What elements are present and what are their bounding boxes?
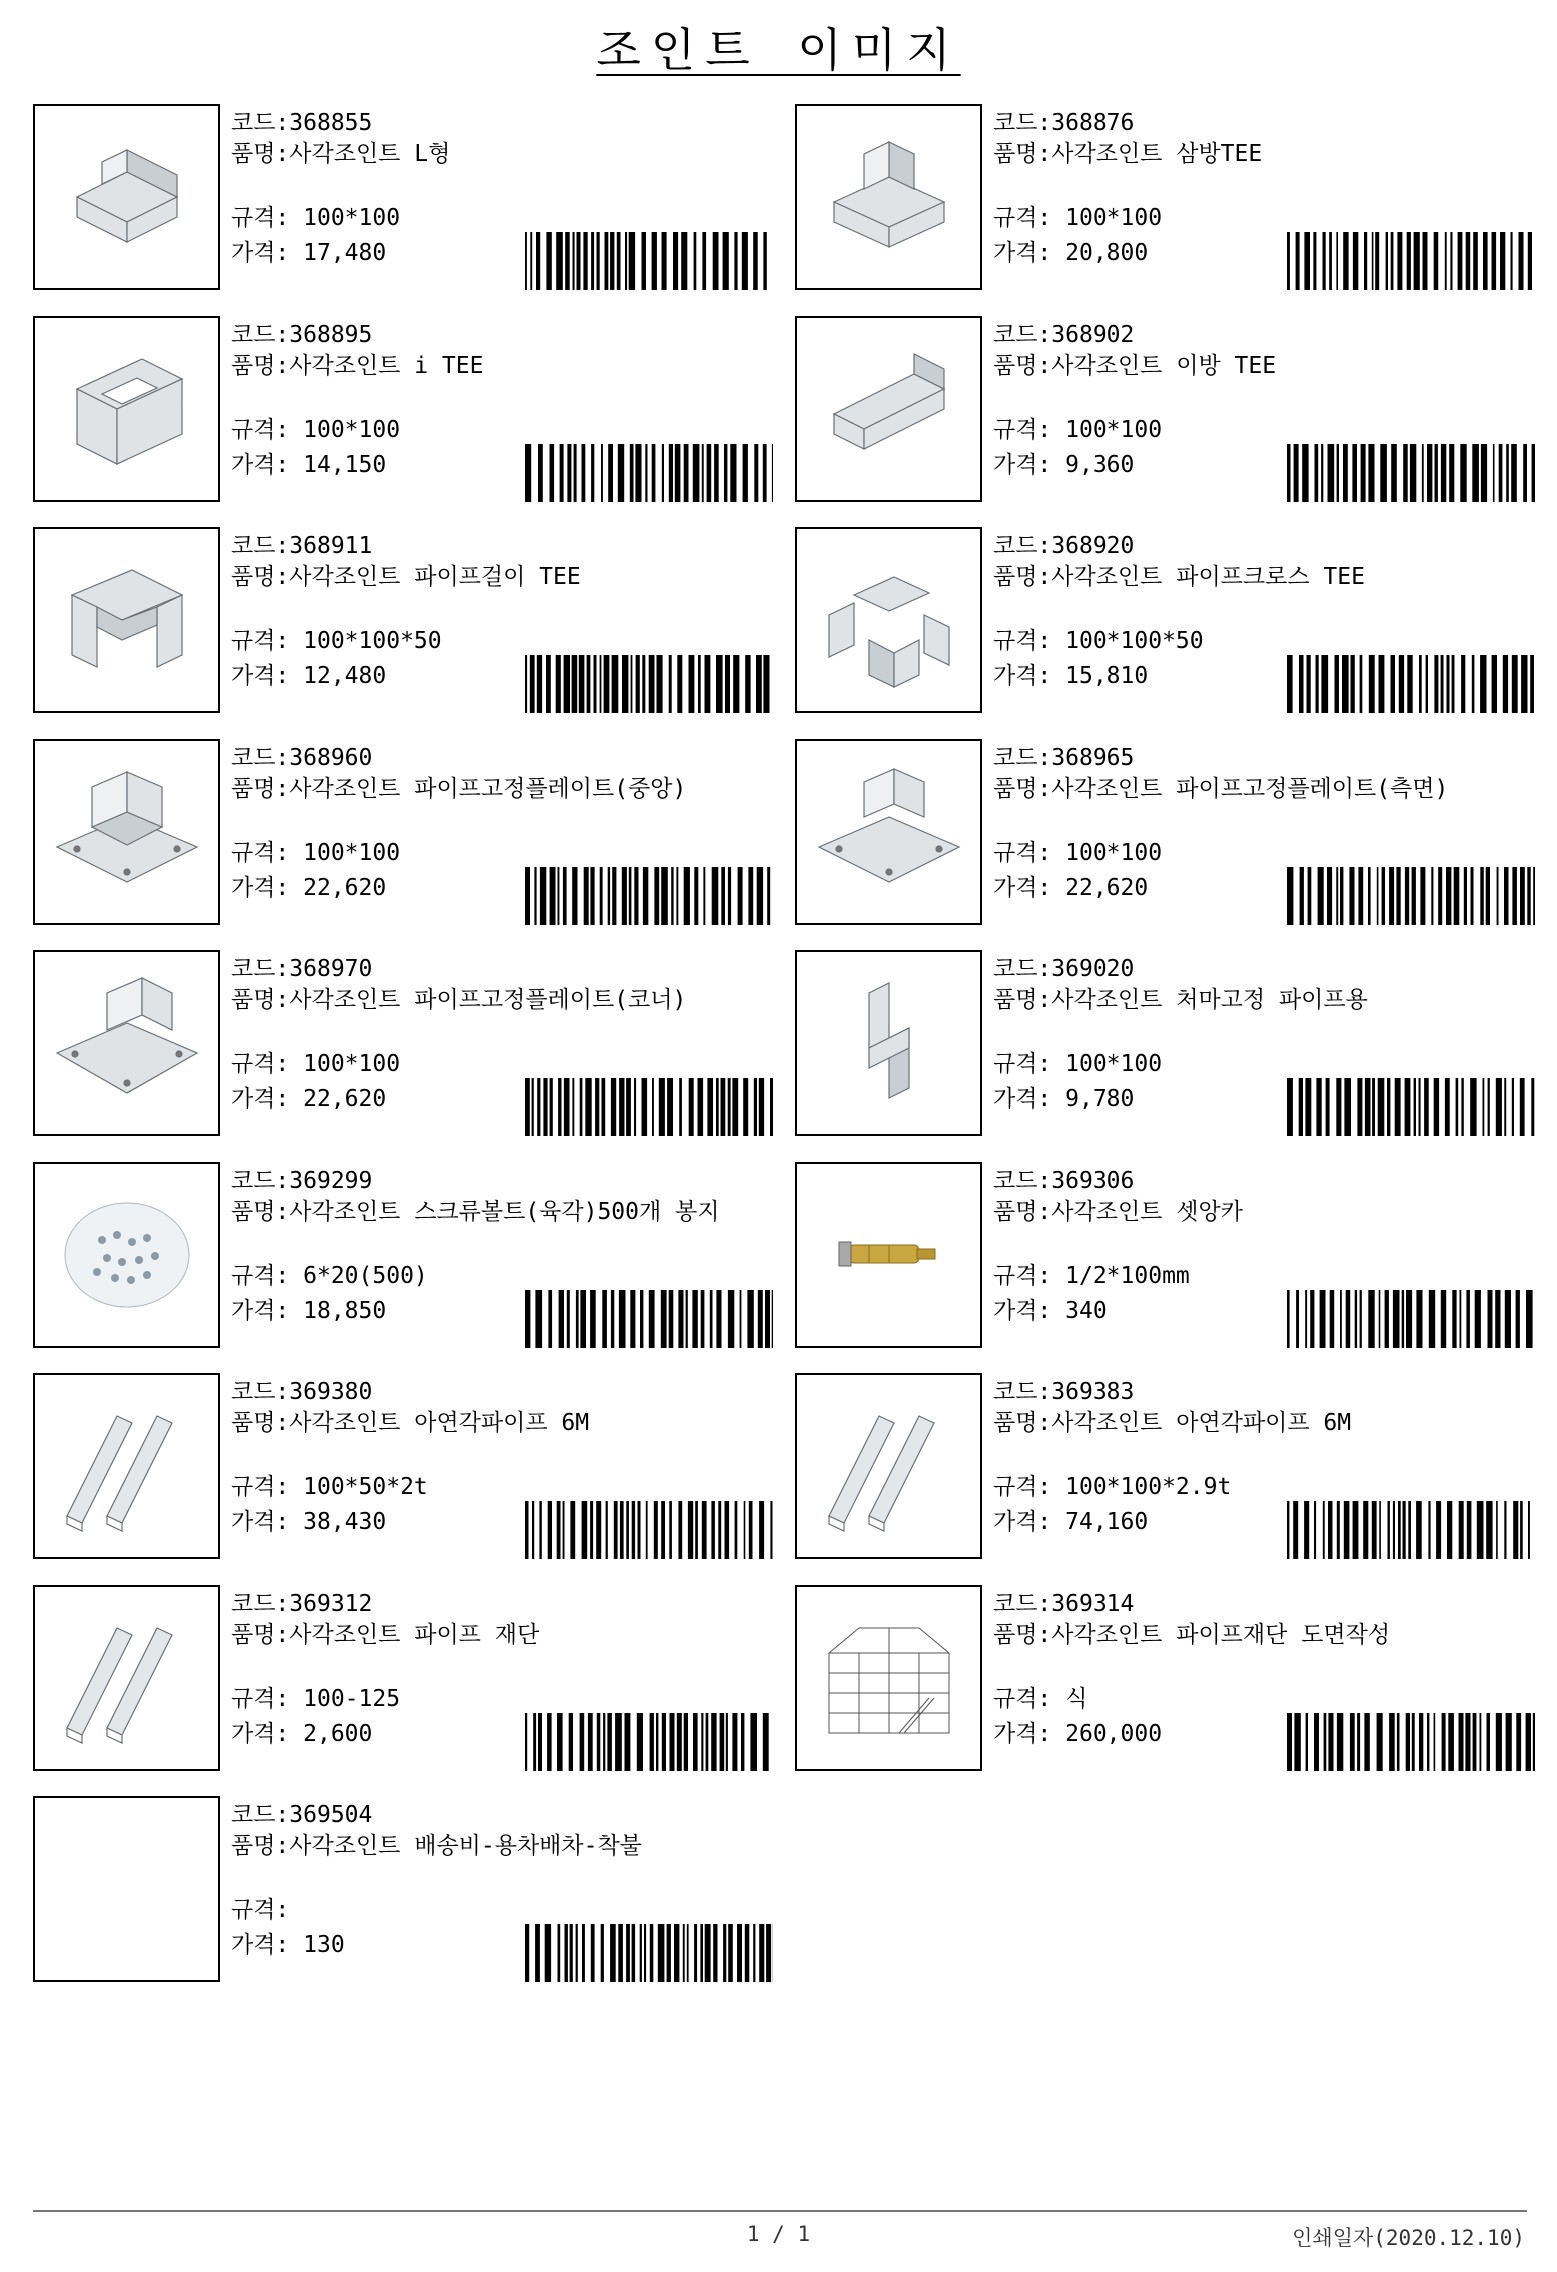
product-code: 368876 (1051, 110, 1135, 136)
product-name: 사각조인트 셋앙카 (1051, 1198, 1243, 1225)
product-name: 사각조인트 L형 (289, 141, 451, 167)
product-spec: 100*100 (303, 416, 401, 443)
barcode (525, 1501, 773, 1559)
price-row (231, 1926, 345, 1959)
spec-label: 규격: (231, 1262, 304, 1289)
barcode (1287, 1290, 1535, 1348)
spec-label: 규격: (231, 1685, 304, 1712)
blank-photo (47, 1814, 207, 1964)
product-code: 369299 (289, 1167, 373, 1194)
price-row (993, 1292, 1107, 1325)
code-label: 코드: (231, 1590, 290, 1617)
l-joint-icon (47, 122, 207, 272)
name-label: 품명: (231, 1833, 290, 1859)
print-date: 인쇄일자(2020.12.10) (1292, 2226, 1525, 2250)
spec-row (231, 1257, 428, 1290)
price-row (993, 446, 1134, 479)
code-row (993, 531, 1533, 562)
product-photo (33, 316, 220, 502)
code-row (993, 743, 1533, 774)
name-row (993, 1408, 1533, 1439)
code-row (993, 1166, 1533, 1197)
spec-row (231, 1891, 289, 1924)
price-label: 가격: (231, 1720, 304, 1747)
product-name: 사각조인트 배송비-용차배차-착불 (289, 1833, 642, 1859)
product-code: 369383 (1051, 1379, 1135, 1405)
frame-structure-icon (809, 1603, 969, 1753)
product-photo (33, 739, 220, 925)
price-label: 가격: (993, 1086, 1066, 1112)
product-code: 369306 (1051, 1167, 1135, 1194)
product-price: 340 (1065, 1297, 1107, 1324)
name-label: 품명: (993, 141, 1052, 167)
name-label: 품명: (993, 1410, 1052, 1436)
product-name: 사각조인트 파이프재단 도면작성 (1051, 1621, 1391, 1648)
price-row (231, 657, 386, 690)
product-card (795, 527, 1535, 717)
code-row (993, 320, 1533, 351)
code-row (993, 1589, 1533, 1620)
product-card (795, 739, 1535, 929)
product-photo (795, 950, 982, 1136)
barcode (1287, 867, 1535, 925)
base-plate-center-icon (47, 757, 207, 907)
code-label: 코드: (231, 533, 290, 559)
spec-label: 규격: (231, 1051, 304, 1077)
product-code: 368911 (289, 533, 373, 559)
code-row (231, 108, 771, 139)
price-row (231, 1292, 386, 1325)
name-label: 품명: (993, 352, 1052, 379)
spec-label: 규격: (993, 1685, 1066, 1712)
product-price: 2,600 (303, 1720, 373, 1747)
product-code: 368965 (1051, 744, 1135, 771)
product-card (795, 950, 1535, 1140)
product-code: 369312 (289, 1590, 373, 1617)
barcode (1287, 1078, 1535, 1136)
product-card (795, 1585, 1535, 1775)
name-label: 품명: (993, 775, 1052, 802)
two-way-tee-icon (809, 334, 969, 484)
price-label: 가격: (231, 1086, 304, 1112)
code-row (231, 1166, 771, 1197)
spec-label: 규격: (231, 205, 304, 231)
barcode (525, 232, 773, 290)
code-label: 코드: (231, 1167, 290, 1194)
product-spec: 100*100 (303, 839, 401, 866)
product-name: 사각조인트 파이프고정플레이트(중앙) (289, 775, 687, 802)
product-spec: 100*100 (1065, 416, 1163, 443)
spec-label: 규격: (231, 1897, 290, 1923)
page-number: 1 / 1 (746, 2222, 811, 2246)
code-label: 코드: (231, 321, 290, 348)
product-name: 사각조인트 아연각파이프 6M (1051, 1410, 1352, 1436)
name-label: 품명: (231, 564, 290, 590)
spec-row (993, 199, 1162, 232)
product-spec: 100-125 (303, 1685, 401, 1712)
spec-row (993, 622, 1204, 655)
spec-label: 규격: (993, 839, 1066, 866)
product-name: 사각조인트 아연각파이프 6M (289, 1410, 590, 1436)
product-name: 사각조인트 i TEE (289, 352, 484, 379)
spec-label: 규격: (993, 628, 1066, 654)
code-label: 코드: (993, 110, 1052, 136)
product-spec: 100*50*2t (303, 1474, 428, 1500)
product-spec: 식 (1065, 1685, 1088, 1712)
code-row (993, 954, 1533, 985)
product-photo (795, 316, 982, 502)
product-card (33, 527, 773, 717)
name-label: 품명: (231, 141, 290, 167)
name-row (993, 562, 1533, 593)
name-label: 품명: (231, 1410, 290, 1436)
pipe-hanger-tee-icon (47, 545, 207, 695)
spec-label: 규격: (231, 1474, 304, 1500)
barcode (525, 1290, 773, 1348)
code-row (993, 108, 1533, 139)
product-spec: 100*100 (303, 205, 401, 231)
product-card (33, 104, 773, 294)
spec-label: 규격: (231, 416, 304, 443)
code-row (231, 954, 771, 985)
barcode (1287, 655, 1535, 713)
price-row (993, 869, 1148, 902)
code-row (231, 320, 771, 351)
name-row (993, 1197, 1533, 1228)
product-price: 20,800 (1065, 240, 1149, 266)
product-name: 사각조인트 파이프고정플레이트(측면) (1051, 775, 1449, 802)
square-pipe-icon (47, 1603, 207, 1753)
code-row (231, 1377, 771, 1408)
price-label: 가격: (231, 1509, 304, 1535)
product-code: 369020 (1051, 956, 1135, 982)
name-label: 품명: (993, 1621, 1052, 1648)
product-name: 사각조인트 이방 TEE (1051, 352, 1277, 379)
price-label: 가격: (993, 451, 1066, 478)
product-card (33, 1796, 773, 1986)
code-label: 코드: (993, 321, 1052, 348)
product-price: 260,000 (1065, 1720, 1163, 1747)
price-label: 가격: (231, 1297, 304, 1324)
product-card (33, 1585, 773, 1775)
product-photo (33, 527, 220, 713)
product-code: 368895 (289, 321, 373, 348)
spec-row (993, 1680, 1087, 1713)
barcode (525, 444, 773, 502)
barcode (525, 655, 773, 713)
product-price: 18,850 (303, 1297, 387, 1324)
anchor-bolt-icon (809, 1180, 969, 1330)
barcode (1287, 444, 1535, 502)
price-label: 가격: (993, 240, 1066, 266)
product-price: 74,160 (1065, 1509, 1149, 1535)
code-label: 코드: (993, 1590, 1052, 1617)
product-photo (795, 527, 982, 713)
product-code: 369380 (289, 1379, 373, 1405)
name-label: 품명: (231, 1198, 290, 1225)
price-label: 가격: (993, 1509, 1066, 1535)
name-row (993, 985, 1533, 1016)
product-photo (33, 1796, 220, 1982)
name-row (231, 351, 771, 382)
product-price: 14,150 (303, 451, 387, 478)
product-spec: 100*100 (1065, 839, 1163, 866)
price-row (231, 1715, 372, 1748)
square-pipe-icon (809, 1391, 969, 1541)
spec-row (231, 1468, 428, 1501)
product-spec: 100*100 (1065, 205, 1163, 231)
name-label: 품명: (993, 987, 1052, 1013)
name-row (231, 139, 771, 170)
product-card (33, 1373, 773, 1563)
name-row (993, 139, 1533, 170)
code-label: 코드: (993, 956, 1052, 982)
name-row (231, 1831, 771, 1862)
product-card (795, 316, 1535, 506)
spec-row (231, 199, 400, 232)
square-pipe-icon (47, 1391, 207, 1541)
spec-label: 규격: (993, 1474, 1066, 1500)
product-card (33, 950, 773, 1140)
name-label: 품명: (231, 775, 290, 802)
product-card (33, 1162, 773, 1352)
spec-row (993, 834, 1162, 867)
product-photo (795, 1373, 982, 1559)
product-photo (33, 1162, 220, 1348)
product-name: 사각조인트 삼방TEE (1051, 141, 1263, 167)
price-label: 가격: (231, 451, 304, 478)
product-code: 369314 (1051, 1590, 1135, 1617)
price-row (993, 234, 1148, 267)
product-price: 22,620 (1065, 874, 1149, 901)
code-row (231, 1589, 771, 1620)
barcode (1287, 1501, 1535, 1559)
code-row (231, 1800, 771, 1831)
product-code: 368902 (1051, 321, 1135, 348)
price-row (993, 1715, 1162, 1748)
product-photo (33, 950, 220, 1136)
product-card (33, 316, 773, 506)
price-label: 가격: (231, 874, 304, 901)
price-row (231, 1080, 386, 1113)
name-row (993, 774, 1533, 805)
i-tee-icon (47, 334, 207, 484)
code-label: 코드: (993, 1167, 1052, 1194)
product-price: 12,480 (303, 663, 387, 689)
code-row (231, 531, 771, 562)
product-spec: 100*100*2.9t (1065, 1474, 1232, 1500)
spec-label: 규격: (231, 628, 304, 654)
product-spec: 100*100*50 (1065, 628, 1204, 654)
product-card (795, 1162, 1535, 1352)
spec-row (231, 622, 442, 655)
code-label: 코드: (993, 744, 1052, 771)
product-card (795, 104, 1535, 294)
name-label: 품명: (993, 1198, 1052, 1225)
price-row (231, 446, 386, 479)
code-label: 코드: (231, 956, 290, 982)
product-name: 사각조인트 파이프 재단 (289, 1621, 540, 1648)
spec-label: 규격: (993, 205, 1066, 231)
barcode (525, 867, 773, 925)
eave-bracket-icon (809, 968, 969, 1118)
barcode (1287, 232, 1535, 290)
product-name: 사각조인트 스크류볼트(육각)500개 봉지 (289, 1198, 720, 1225)
product-spec: 100*100 (1065, 1051, 1163, 1077)
spec-label: 규격: (993, 1262, 1066, 1289)
code-label: 코드: (993, 1379, 1052, 1405)
code-label: 코드: (231, 1379, 290, 1405)
product-photo (33, 104, 220, 290)
product-price: 22,620 (303, 1086, 387, 1112)
barcode (525, 1713, 773, 1771)
spec-row (993, 411, 1162, 444)
product-code: 368960 (289, 744, 373, 771)
price-label: 가격: (231, 1932, 304, 1958)
product-price: 22,620 (303, 874, 387, 901)
spec-label: 규격: (993, 416, 1066, 443)
product-price: 15,810 (1065, 663, 1149, 689)
product-card (33, 739, 773, 929)
name-row (231, 1620, 771, 1651)
base-plate-side-icon (809, 757, 969, 907)
spec-label: 규격: (231, 839, 304, 866)
code-label: 코드: (231, 1802, 290, 1828)
footer-divider (33, 2210, 1527, 2212)
product-price: 17,480 (303, 240, 387, 266)
product-photo (33, 1373, 220, 1559)
product-price: 9,360 (1065, 451, 1135, 478)
price-row (231, 1503, 386, 1536)
product-photo (33, 1585, 220, 1771)
page-title: 조인트 이미지 (596, 23, 961, 77)
product-name: 사각조인트 파이프크로스 TEE (1051, 564, 1365, 590)
product-photo (795, 104, 982, 290)
spec-row (231, 1680, 400, 1713)
price-row (231, 234, 386, 267)
spec-row (993, 1468, 1231, 1501)
price-label: 가격: (993, 1720, 1066, 1747)
price-label: 가격: (993, 1297, 1066, 1324)
name-row (231, 1408, 771, 1439)
spec-label: 규격: (993, 1051, 1066, 1077)
product-name: 사각조인트 파이프고정플레이트(코너) (289, 987, 687, 1013)
price-row (231, 869, 386, 902)
product-name: 사각조인트 파이프걸이 TEE (289, 564, 581, 590)
product-card (795, 1373, 1535, 1563)
name-label: 품명: (231, 352, 290, 379)
spec-row (231, 834, 400, 867)
name-row (231, 985, 771, 1016)
code-label: 코드: (231, 744, 290, 771)
barcode (525, 1078, 773, 1136)
screw-bag-icon (47, 1180, 207, 1330)
price-label: 가격: (993, 663, 1066, 689)
price-row (993, 1503, 1148, 1536)
name-label: 품명: (993, 564, 1052, 590)
code-label: 코드: (231, 110, 290, 136)
name-label: 품명: (231, 987, 290, 1013)
spec-row (231, 411, 400, 444)
three-way-tee-icon (809, 122, 969, 272)
name-row (993, 1620, 1533, 1651)
product-code: 368920 (1051, 533, 1135, 559)
name-row (231, 774, 771, 805)
price-row (993, 1080, 1134, 1113)
price-row (993, 657, 1148, 690)
pipe-cross-tee-icon (809, 545, 969, 695)
spec-row (993, 1045, 1162, 1078)
product-photo (795, 1585, 982, 1771)
name-row (231, 1197, 771, 1228)
product-code: 368855 (289, 110, 373, 136)
product-price: 130 (303, 1932, 345, 1958)
product-price: 38,430 (303, 1509, 387, 1535)
code-label: 코드: (993, 533, 1052, 559)
product-code: 369504 (289, 1802, 373, 1828)
product-spec: 100*100*50 (303, 628, 442, 654)
price-label: 가격: (231, 240, 304, 266)
product-photo (795, 739, 982, 925)
product-spec: 6*20(500) (303, 1262, 428, 1289)
base-plate-corner-icon (47, 968, 207, 1118)
product-spec: 100*100 (303, 1051, 401, 1077)
name-row (993, 351, 1533, 382)
barcode (1287, 1713, 1535, 1771)
product-photo (795, 1162, 982, 1348)
product-price: 9,780 (1065, 1086, 1135, 1112)
spec-row (993, 1257, 1190, 1290)
price-label: 가격: (993, 874, 1066, 901)
product-spec: 1/2*100mm (1065, 1262, 1190, 1289)
spec-row (231, 1045, 400, 1078)
name-label: 품명: (231, 1621, 290, 1648)
price-label: 가격: (231, 663, 304, 689)
product-code: 368970 (289, 956, 373, 982)
product-name: 사각조인트 처마고정 파이프용 (1051, 987, 1368, 1013)
code-row (993, 1377, 1533, 1408)
name-row (231, 562, 771, 593)
code-row (231, 743, 771, 774)
barcode (525, 1924, 773, 1982)
